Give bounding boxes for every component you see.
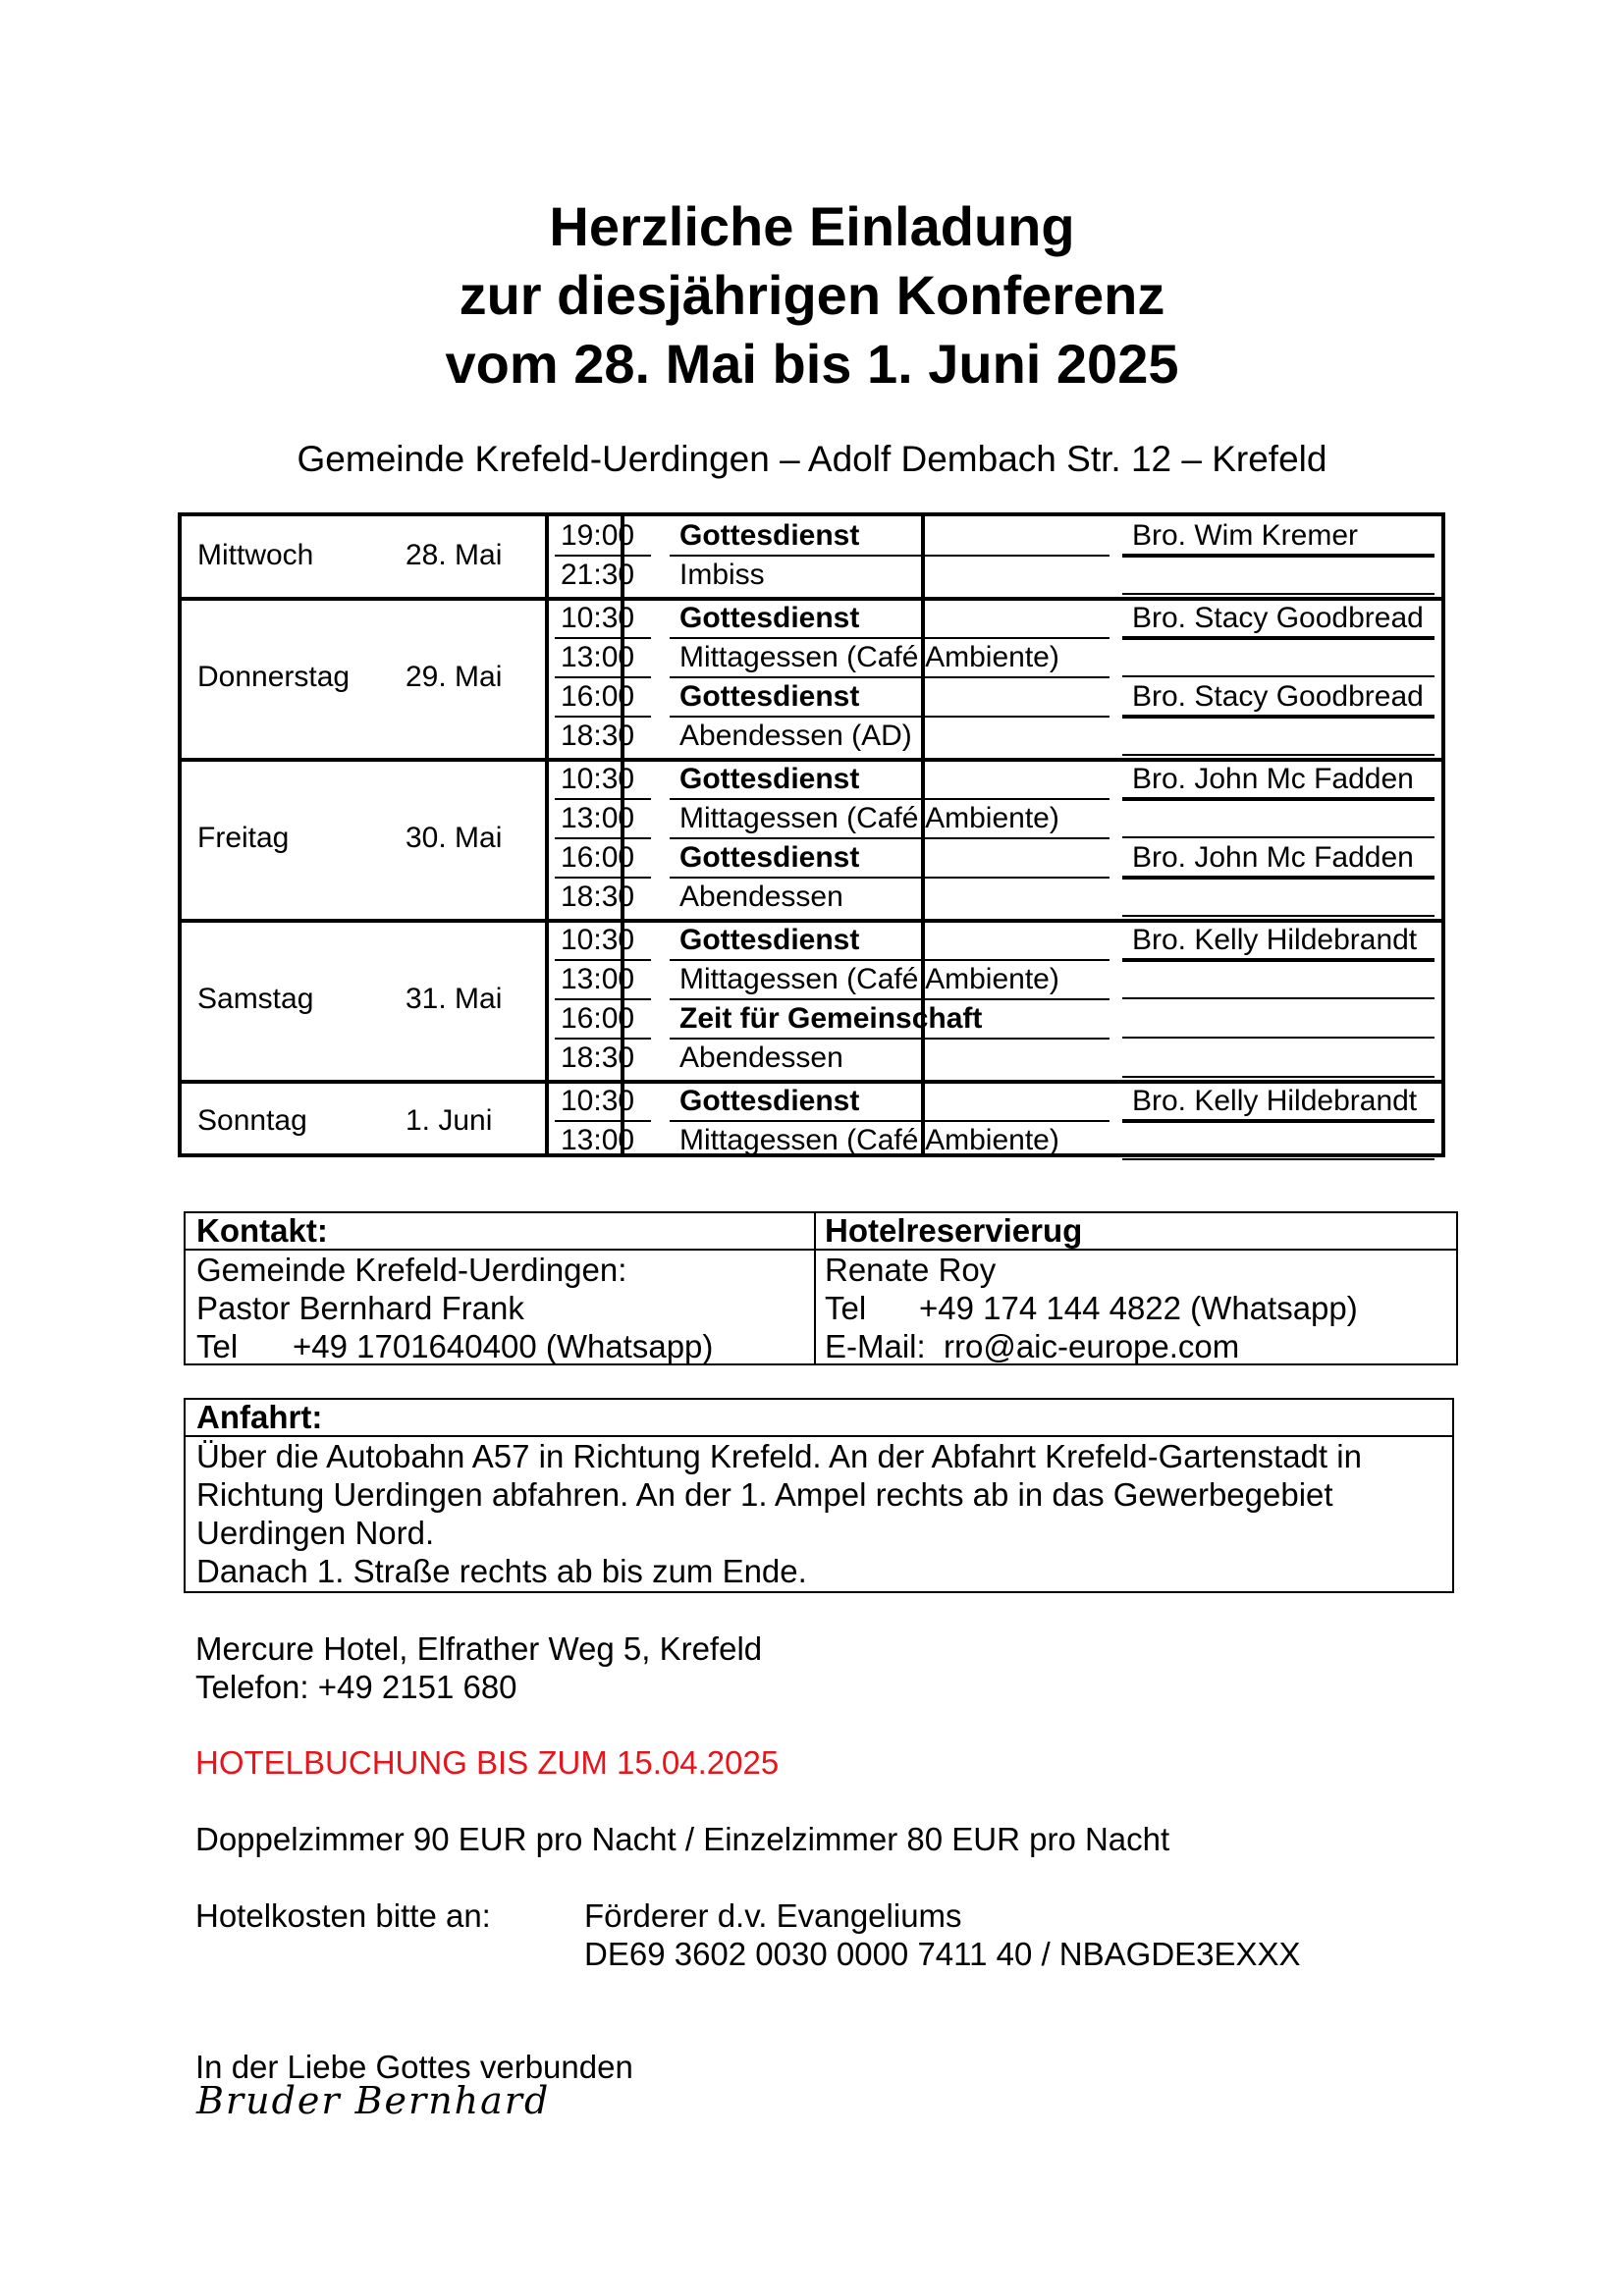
schedule-row (182, 516, 1441, 556)
day-name: Mittwoch (197, 539, 314, 571)
directions-line: Richtung Uerdingen abfahren. An der 1. Ampel rechts ab in das Gewerbegebiet (196, 1476, 1333, 1513)
slot-speaker: Bro. Wim Kremer (1132, 519, 1359, 552)
venue-address: Gemeinde Krefeld-Uerdingen – Adolf Dembach Str. 12 – Krefeld (297, 439, 1327, 479)
slot-event: Mittagessen (Café Ambiente) (679, 1124, 1059, 1156)
slot-speaker: Bro. Kelly Hildebrandt (1132, 924, 1418, 956)
slot-event: Imbiss (679, 559, 765, 591)
slot-speaker (1132, 878, 1427, 917)
slot-time: 16:00 (561, 680, 635, 713)
slot-time: 13:00 (561, 1124, 635, 1156)
hotel-address: Mercure Hotel, Elfrather Weg 5, Krefeld (195, 1630, 763, 1667)
slot-speaker (1132, 638, 1427, 677)
slot-event: Gottesdienst (679, 924, 860, 956)
directions-line: Uerdingen Nord. (196, 1515, 435, 1551)
signature: Bruder Bernhard (196, 2079, 551, 2122)
slot-time: 21:30 (561, 559, 635, 591)
booking-deadline: HOTELBUCHUNG BIS ZUM 15.04.2025 (195, 1744, 780, 1781)
slot-time: 13:00 (561, 802, 635, 834)
document-title (0, 192, 1624, 399)
speaker-underline (1122, 1158, 1435, 1160)
slot-speaker (1132, 556, 1427, 595)
slot-event: Gottesdienst (679, 763, 860, 795)
slot-speaker: Bro. Stacy Goodbread (1132, 680, 1424, 713)
slot-event: Gottesdienst (679, 602, 860, 634)
slot-event: Gottesdienst (679, 1085, 860, 1117)
slot-event: Abendessen (AD) (679, 720, 912, 752)
schedule-row (182, 556, 1441, 595)
slot-speaker: Bro. John Mc Fadden (1132, 763, 1414, 795)
hotel-phone: Telefon: +49 2151 680 (195, 1669, 517, 1705)
slot-speaker: Bro. Kelly Hildebrandt (1132, 1085, 1418, 1117)
contact-heading: Kontakt: (196, 1212, 328, 1249)
slot-time: 13:00 (561, 641, 635, 673)
slot-speaker: Bro. Stacy Goodbread (1132, 602, 1424, 634)
directions-box (184, 1398, 1454, 1593)
payment-recipient: Förderer d.v. Evangeliums (584, 1897, 962, 1934)
slot-time: 18:30 (561, 881, 635, 913)
directions-line: Danach 1. Straße rechts ab bis zum Ende. (196, 1553, 807, 1589)
slot-event: Zeit für Gemeinschaft (679, 1002, 983, 1035)
contact-divider (814, 1213, 816, 1363)
slot-event: Mittagessen (Café Ambiente) (679, 963, 1059, 995)
speaker-underline (1122, 915, 1435, 917)
slot-time: 16:00 (561, 841, 635, 874)
day-date: 28. Mai (406, 539, 503, 571)
contact-tel: +49 1701640400 (Whatsapp) (293, 1328, 714, 1364)
room-prices: Doppelzimmer 90 EUR pro Nacht / Einzelzimmer 80 EUR pro Nacht (195, 1821, 1170, 1857)
contact-congregation: Gemeinde Krefeld-Uerdingen: (196, 1252, 627, 1288)
schedule-row (182, 1039, 1441, 1078)
slot-time: 18:30 (561, 1041, 635, 1074)
slot-event: Mittagessen (Café Ambiente) (679, 641, 1059, 673)
speaker-underline (1122, 593, 1435, 595)
slot-speaker (1132, 1039, 1427, 1078)
contact-pastor: Pastor Bernhard Frank (196, 1290, 524, 1326)
hotel-tel: +49 174 144 4822 (Whatsapp) (919, 1290, 1358, 1326)
schedule-row (182, 878, 1441, 917)
slot-time: 19:00 (561, 519, 635, 552)
day-name: Donnerstag (197, 661, 351, 693)
day-name: Freitag (197, 822, 290, 854)
schedule-row (182, 599, 1441, 638)
contact-box (184, 1211, 1458, 1365)
slot-event: Mittagessen (Café Ambiente) (679, 802, 1059, 834)
directions-heading: Anfahrt: (196, 1399, 323, 1435)
schedule-row (182, 638, 1441, 677)
schedule-row (182, 1121, 1441, 1160)
day-date: 31. Mai (406, 983, 503, 1015)
slot-event: Abendessen (679, 1041, 843, 1074)
day-name: Sonntag (197, 1104, 307, 1137)
payment-iban: DE69 3602 0030 0000 7411 40 / NBAGDE3EXXX (584, 1936, 1301, 1972)
title-line-3: vom 28. Mai bis 1. Juni 2025 (445, 333, 1179, 395)
schedule-row (182, 799, 1441, 838)
schedule-row (182, 838, 1441, 878)
day-date: 1. Juni (406, 1104, 493, 1137)
speaker-underline (1122, 1076, 1435, 1078)
schedule-row (182, 999, 1441, 1039)
slot-time: 10:30 (561, 924, 635, 956)
slot-time: 10:30 (561, 763, 635, 795)
schedule-row (182, 960, 1441, 999)
slot-event: Abendessen (679, 881, 843, 913)
slot-speaker (1132, 960, 1427, 999)
schedule-row (182, 921, 1441, 960)
payment-label: Hotelkosten bitte an: (195, 1897, 491, 1934)
slot-speaker (1132, 999, 1427, 1039)
day-date: 30. Mai (406, 822, 503, 854)
slot-time: 16:00 (561, 1002, 635, 1035)
slot-speaker: Bro. John Mc Fadden (1132, 841, 1414, 874)
directions-line: Über die Autobahn A57 in Richtung Krefeld. An der Abfahrt Krefeld-Gartenstadt in (196, 1438, 1362, 1474)
slot-speaker (1132, 799, 1427, 838)
hotel-mail: rro@aic-europe.com (944, 1328, 1240, 1364)
hotel-reservation-heading: Hotelreservierug (825, 1212, 1083, 1249)
hotel-mail-label: E-Mail: (825, 1328, 926, 1364)
day-date: 29. Mai (406, 661, 503, 693)
slot-event: Gottesdienst (679, 841, 860, 874)
slot-time: 18:30 (561, 720, 635, 752)
slot-event: Gottesdienst (679, 519, 860, 552)
slot-time: 13:00 (561, 963, 635, 995)
schedule-row (182, 760, 1441, 799)
slot-speaker (1132, 1121, 1427, 1160)
slot-event: Gottesdienst (679, 680, 860, 713)
slot-speaker (1132, 717, 1427, 756)
schedule-row (182, 677, 1441, 717)
day-name: Samstag (197, 983, 314, 1015)
closing-greeting: In der Liebe Gottes verbunden (195, 2049, 633, 2085)
slot-time: 10:30 (561, 602, 635, 634)
schedule-table (178, 512, 1445, 1157)
slot-time: 10:30 (561, 1085, 635, 1117)
hotel-tel-label: Tel (825, 1290, 867, 1326)
title-line-1: Herzliche Einladung (549, 195, 1075, 257)
hotel-contact-name: Renate Roy (825, 1252, 997, 1288)
schedule-row (182, 1082, 1441, 1121)
title-line-2: zur diesjährigen Konferenz (459, 264, 1165, 326)
speaker-underline (1122, 754, 1435, 756)
contact-tel-label: Tel (196, 1328, 239, 1364)
schedule-row (182, 717, 1441, 756)
